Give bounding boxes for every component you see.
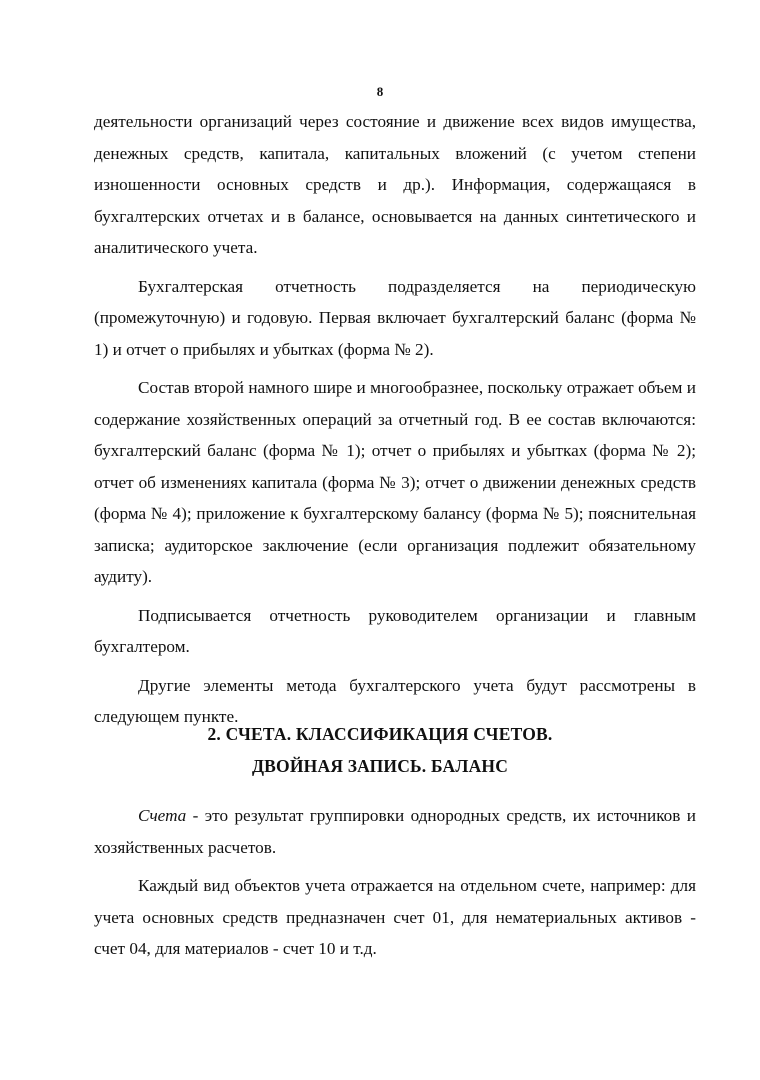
paragraph-annual-composition: Состав второй намного шире и многообразнее, поскольку отражает объем и содержание хозяйственных операций за отчетный год. В ее состав включаются: бухгалтерский баланс (форма № 1); отчет о прибылях и убытках (форма № 2); отчет об изменениях капитала (форма № 3); отчет о движении денежных средств (форма № 4); приложение к бухгалтерскому балансу (форма № 5); пояснительная записка; аудиторское заключение (если организация подлежит обязательному аудиту). (94, 378, 696, 586)
section-heading (0, 718, 760, 782)
paragraph-account-examples: Каждый вид объектов учета отражается на отдельном счете, например: для учета основных средств предназначен счет 01, для нематериальных активов - счет 04, для материалов - счет 10 и т.д. (94, 876, 696, 958)
paragraph-reporting-types: Бухгалтерская отчетность подразделяется на периодическую (промежуточную) и годовую. Первая включает бухгалтерский баланс (форма № 1) и отчет о прибылях и убытках (форма № 2). (94, 276, 696, 359)
paragraph-other-elements: Другие элементы метода бухгалтерского учета будут рассмотрены в следующем пункте. (94, 675, 696, 726)
paragraph-signing: Подписывается отчетность руководителем организации и главным бухгалтером. (94, 605, 696, 656)
paragraph-accounts-definition (94, 800, 696, 863)
section-text-block (94, 800, 696, 965)
section-heading-line-2: ДВОЙНАЯ ЗАПИСЬ. БАЛАНС (251, 756, 509, 776)
term-accounts: Счета - (138, 806, 199, 825)
section-heading-line-1: 2. СЧЕТА. КЛАССИФИКАЦИЯ СЧЕТОВ. (207, 724, 553, 744)
paragraph-continuation: деятельности организаций через состояние и движение всех видов имущества, денежных средств, капитала, капитальных вложений (с учетом степени изношенности основных средств и др.). Информация, содержащаяся в бухгалтерских отчетах и в балансе, основывается на данных синтетического и аналитического учета. (94, 112, 696, 257)
page-number: 8 (376, 84, 384, 99)
definition-text: это результат группировки однородных средств, их источников и хозяйственных расчетов. (94, 806, 696, 857)
body-text-block (94, 106, 696, 733)
